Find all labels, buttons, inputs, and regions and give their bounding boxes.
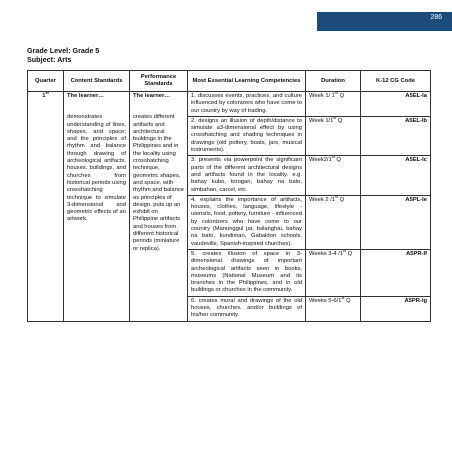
- competency-text: 1. discusses events, practices, and culture influenced by colonizers who have come to our country by way of trading.: [188, 92, 306, 117]
- competency-text: 3. presents via powerpoint the significant parts of the different architectural designs and artifacts found in the locality. e.g. bahay kubo, torogan, bahay na bato, simbahan, carcel, etc.: [188, 156, 306, 195]
- grade-level-heading: Grade Level: Grade 5: [27, 46, 100, 55]
- performance-standards-text: creates different artifacts and architectural buildings in the Philippines and in the locality using crosshatching technique, geometric shapes, and space, with rhythm and balance as principles of design. puts up an exhibit on Philippine artifacts and houses from different historical periods (miniature or replica).: [133, 114, 184, 252]
- duration-cell: Week2/1st Q: [306, 156, 361, 195]
- duration-cell: Weeks 3-4 /1st Q: [306, 249, 361, 296]
- curriculum-table: [27, 70, 431, 322]
- cg-code: A5EL-Ic: [361, 156, 431, 195]
- page-number: 286: [430, 14, 442, 21]
- content-standards-title: The learner…: [67, 93, 105, 99]
- performance-standards-title: The learner…: [133, 93, 171, 99]
- cg-code: A5EL-Ib: [361, 116, 431, 155]
- header-content-standards: Content Standards: [64, 71, 130, 92]
- subject-heading: Subject: Arts: [27, 55, 72, 64]
- duration-cell: Week 1/1st Q: [306, 116, 361, 155]
- cg-code: A5PR-If: [361, 249, 431, 296]
- competency-text: 6. creates mural and drawings of the old houses, churches, and/or buildings of his/her community.: [188, 296, 306, 321]
- cg-code: A5EL-Ia: [361, 92, 431, 117]
- table-row: [28, 92, 431, 117]
- cg-code: A5PR-Ig: [361, 296, 431, 321]
- content-standards-text: demonstrates understanding of lines, shapes, and space; and the principles of rhythm and balance through drawing of archeological artifacts, houses, buildings, and churches from historical periods using crosshatching technique to simulate 3-dimensional and geometric effects of an artwork.: [67, 114, 126, 223]
- cg-code: A5PL-Ie: [361, 195, 431, 249]
- duration-cell: Weeks 5-6/1st Q: [306, 296, 361, 321]
- competency-text: 2. designs an illusion of depth/distance to simulate a3-dimensional effect by using crosshatching and shading techniques in drawings (old pottery, boats, jars, musical instruments).: [188, 116, 306, 155]
- header-competencies: Most Essential Learning Competencies: [188, 71, 306, 92]
- performance-standards-cell: [130, 92, 188, 322]
- duration-cell: Week 1/ 1st Q: [306, 92, 361, 117]
- header-quarter: Quarter: [28, 71, 64, 92]
- header-performance-standards: Performance Standards: [130, 71, 188, 92]
- competency-text: 4. explains the importance of artifacts, houses, clothes, language, lifestyle - utensils, food, pottery, furniture - influenced by colonizers who have come to our country (Manunggul jar, balanghai, bahay na bato, kundiman, Gabaldon schools, vaudeville, Spanish-inspired churches).: [188, 195, 306, 249]
- duration-cell: Week 2 /1st Q: [306, 195, 361, 249]
- content-standards-cell: [64, 92, 130, 322]
- quarter-cell: 1st: [28, 92, 64, 322]
- page-header-bar: [0, 0, 452, 40]
- header-cg-code: K-12 CG Code: [361, 71, 431, 92]
- table-header-row: [28, 71, 431, 92]
- header-duration: Duration: [306, 71, 361, 92]
- competency-text: 5. creates illusion of space in 3-dimensional drawings of important archeological artifacts seen in books, museums (National Museum and its branches in the Philippines, and in old buildings or churches in the community.: [188, 249, 306, 296]
